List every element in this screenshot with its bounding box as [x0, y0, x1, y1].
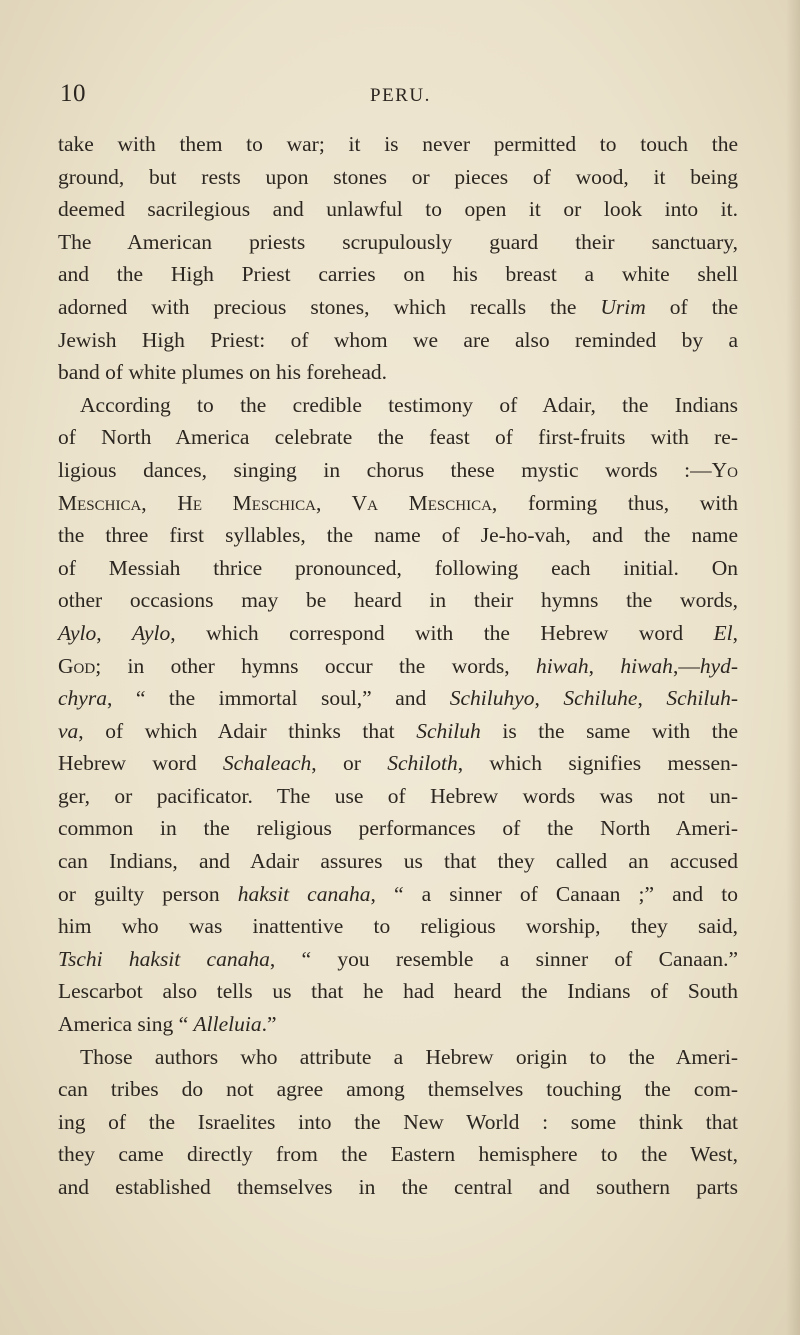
body-text — [58, 128, 738, 1204]
text-line — [58, 389, 738, 422]
text-run: ; in other hymns occur the words, — [95, 653, 537, 678]
text-run: , “ a sinner of Canaan ;” and to — [370, 881, 738, 906]
text-line — [58, 715, 738, 748]
text-line — [58, 1008, 738, 1041]
italic-term: El — [713, 620, 733, 645]
text-run: forming thus, with — [497, 490, 738, 515]
text-line — [58, 1073, 738, 1106]
text-run: adorned with precious stones, which recalls the — [58, 294, 601, 319]
text-line — [58, 226, 738, 259]
text-run: the three first syllables, the name of Je-ho-vah, and the name — [58, 523, 738, 548]
text-run: Lescarbot also tells us that he had heard the Indians of South — [58, 979, 738, 1004]
text-run: can Indians, and Adair assures us that they called an accused — [58, 849, 738, 874]
text-line — [58, 845, 738, 878]
italic-term: va — [58, 718, 79, 743]
text-run: , — [637, 686, 667, 711]
text-line — [58, 258, 738, 291]
text-line — [58, 1171, 738, 1204]
text-run: and established themselves in the central and southern parts — [58, 1175, 738, 1199]
italic-term: Aylo — [132, 620, 171, 645]
text-line — [58, 552, 738, 585]
text-run: , — [732, 620, 739, 645]
italic-term: Schiluhe — [563, 686, 638, 711]
italic-term: Urim — [600, 294, 646, 319]
text-run: , “ you resemble a sinner of Canaan.” — [269, 946, 738, 971]
page-edge-shadow — [786, 0, 800, 1335]
text-line — [58, 1138, 738, 1171]
text-line — [58, 1106, 738, 1139]
text-run: of North America celebrate the feast of first-fruits with re- — [58, 425, 738, 450]
text-line — [58, 878, 738, 911]
paragraph — [58, 389, 738, 1041]
text-run: , — [534, 686, 564, 711]
paragraph — [58, 1041, 738, 1204]
text-line — [58, 487, 738, 520]
text-run: , which signifies messen- — [457, 751, 738, 776]
text-line — [58, 650, 738, 683]
text-run: , “ the immortal soul,” and — [106, 686, 450, 711]
running-title: PERU. — [370, 85, 431, 106]
italic-term: Schaleach — [222, 751, 312, 776]
text-run: , — [588, 653, 621, 678]
text-line — [58, 910, 738, 943]
text-line — [58, 812, 738, 845]
running-head — [60, 80, 760, 110]
text-run: ligious dances, singing in chorus these mystic words :— — [58, 457, 712, 482]
text-run: Jewish High Priest: of whom we are also reminded by a — [58, 327, 738, 352]
text-run: ing of the Israelites into the New World : some think that — [58, 1109, 738, 1134]
text-line — [58, 780, 738, 813]
text-run: The American priests scrupulously guard their sanctuary, — [58, 229, 738, 254]
text-line — [58, 291, 738, 324]
text-line — [58, 943, 738, 976]
text-line — [58, 584, 738, 617]
text-run: ger, or pacificator. The use of Hebrew words was not un- — [58, 783, 738, 808]
text-run: Hebrew word — [58, 751, 223, 776]
text-line — [58, 128, 738, 161]
italic-term: Tschi haksit canaha — [58, 946, 270, 971]
text-line — [58, 324, 738, 357]
text-line — [58, 421, 738, 454]
italic-term: Aylo — [58, 620, 97, 645]
text-line — [58, 454, 738, 487]
italic-term: hyd- — [699, 653, 739, 678]
italic-term: Schiluh- — [666, 686, 738, 711]
text-run: of the — [645, 294, 738, 319]
text-line — [58, 1041, 738, 1074]
italic-term: Alleluia — [193, 1012, 262, 1037]
text-run: or guilty person — [58, 881, 238, 906]
italic-term: hiwah — [620, 653, 673, 678]
text-run: band of white plumes on his forehead. — [58, 360, 387, 385]
text-run: , which correspond with the Hebrew word — [170, 620, 714, 645]
text-run: him who was inattentive to religious worship, they said, — [58, 914, 738, 939]
italic-term: Schiluh — [416, 718, 481, 743]
text-run: is the same with the — [480, 718, 738, 743]
page-number: 10 — [60, 80, 86, 107]
text-run: .” — [261, 1012, 277, 1037]
text-line — [58, 682, 738, 715]
small-caps-term: Meschica, He Meschica, Va Meschica, — [58, 490, 498, 515]
text-run: Those authors who attribute a Hebrew origin to the Ameri- — [80, 1044, 738, 1069]
text-line — [58, 193, 738, 226]
italic-term: chyra — [58, 686, 107, 711]
italic-term: Schiluhyo — [449, 686, 535, 711]
text-run: deemed sacrilegious and unlawful to open it or look into it. — [58, 197, 738, 222]
text-run: According to the credible testimony of Adair, the Indians — [80, 392, 738, 417]
italic-term: haksit canaha — [237, 881, 371, 906]
text-line — [58, 747, 738, 780]
small-caps-term: God — [58, 653, 96, 678]
italic-term: hiwah — [536, 653, 589, 678]
text-run: , — [96, 620, 133, 645]
text-run: take with them to war; it is never permitted to touch the — [58, 132, 738, 156]
text-run: can tribes do not agree among themselves touching the com- — [58, 1077, 738, 1102]
text-line — [58, 975, 738, 1008]
text-run: they came directly from the Eastern hemisphere to the West, — [58, 1142, 738, 1167]
text-run: other occasions may be heard in their hymns the words, — [58, 588, 738, 613]
small-caps-term: Yo — [711, 457, 738, 482]
text-line — [58, 519, 738, 552]
text-run: of Messiah thrice pronounced, following each initial. On — [58, 555, 738, 580]
text-run: , of which Adair thinks that — [78, 718, 417, 743]
text-line — [58, 617, 738, 650]
text-run: , or — [311, 751, 388, 776]
text-run: ,— — [672, 653, 700, 678]
text-line — [58, 161, 738, 194]
text-run: and the High Priest carries on his breast a white shell — [58, 262, 738, 287]
text-run: America sing “ — [58, 1012, 194, 1037]
text-run: common in the religious performances of the North Ameri- — [58, 816, 738, 841]
text-line — [58, 356, 738, 389]
paragraph — [58, 128, 738, 389]
text-run: ground, but rests upon stones or pieces of wood, it being — [58, 164, 738, 189]
italic-term: Schiloth — [387, 751, 458, 776]
